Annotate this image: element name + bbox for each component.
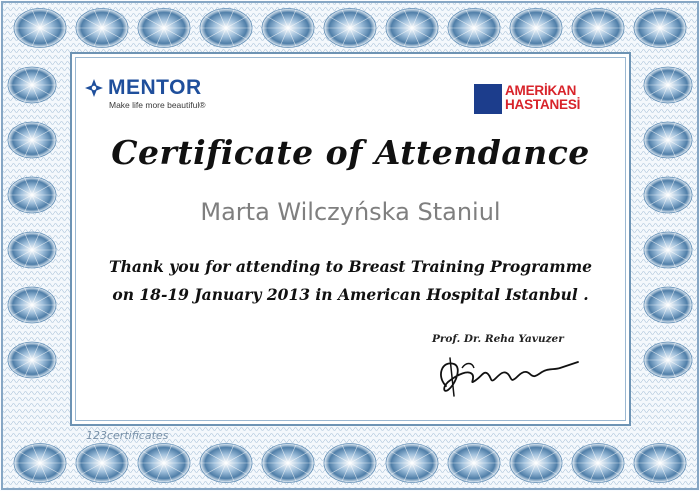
border-rosette	[644, 232, 692, 268]
certificate-title: Certificate of Attendance	[111, 133, 590, 172]
amerikan-hastanesi-logo	[474, 84, 580, 114]
border-rosette	[634, 444, 686, 483]
border-rosette	[76, 9, 128, 48]
amerikan-logo-line1: AMERİKAN	[505, 83, 577, 98]
border-rosette	[8, 342, 56, 378]
border-rosette	[324, 444, 376, 483]
mentor-name: MENTOR	[108, 76, 202, 99]
border-rosette	[644, 287, 692, 323]
border-rosette	[572, 9, 624, 48]
watermark-text: 123certificates	[86, 429, 169, 442]
border-rosette	[644, 67, 692, 103]
border-rosette	[8, 287, 56, 323]
message-line-1: Thank you for attending to Breast Training Programme	[109, 257, 592, 276]
border-rosette	[386, 9, 438, 48]
border-rosette	[634, 9, 686, 48]
border-rosette	[510, 9, 562, 48]
border-rosette	[8, 232, 56, 268]
border-rosette	[644, 177, 692, 213]
border-rosette	[324, 9, 376, 48]
border-rosette	[448, 444, 500, 483]
border-rosette	[8, 177, 56, 213]
signer-name: Prof. Dr. Reha Yavuzer	[432, 333, 564, 345]
border-rosette	[262, 444, 314, 483]
handwritten-signature-icon	[432, 346, 582, 398]
recipient-name: Marta Wilczyńska Staniul	[200, 198, 501, 226]
border-rosette	[510, 444, 562, 483]
border-rosette	[138, 9, 190, 48]
message-line-2: on 18-19 January 2013 in American Hospital Istanbul .	[112, 285, 589, 304]
amerikan-logo-box	[474, 84, 502, 114]
border-rosette	[644, 122, 692, 158]
amerikan-logo-line2: HASTANESİ	[505, 97, 581, 112]
border-rosette	[8, 122, 56, 158]
border-rosette	[262, 9, 314, 48]
border-rosette	[200, 444, 252, 483]
mentor-logo	[84, 78, 206, 110]
border-rosette	[200, 9, 252, 48]
border-rosette	[8, 67, 56, 103]
border-rosette	[386, 444, 438, 483]
border-rosette	[14, 444, 66, 483]
border-rosette	[644, 342, 692, 378]
border-rosette	[138, 444, 190, 483]
border-rosette	[572, 444, 624, 483]
border-rosette	[76, 444, 128, 483]
mentor-tagline: Make life more beautiful®	[109, 100, 206, 110]
mentor-cross-icon	[84, 78, 104, 98]
border-rosette	[14, 9, 66, 48]
border-rosette	[448, 9, 500, 48]
